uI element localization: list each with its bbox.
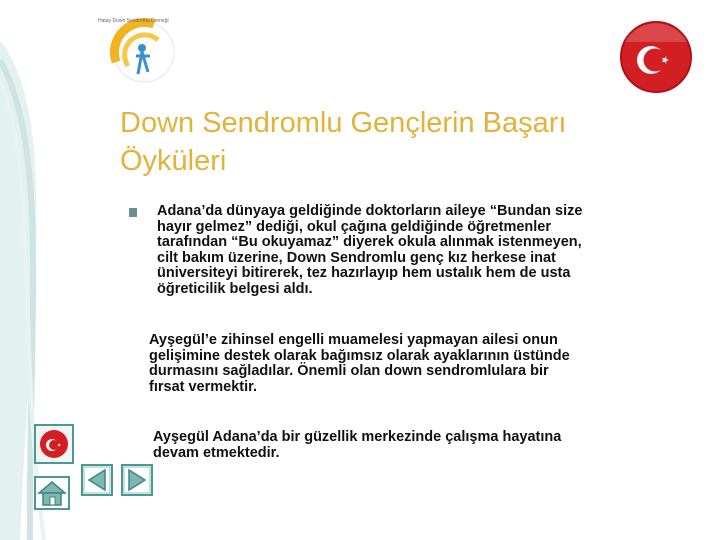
logo-text: Hatay Down Sendromu Derneği bbox=[98, 18, 169, 24]
p2-line: Ayşegül’e zihinsel engelli muamelesi yapmayan ailesi onun bbox=[149, 332, 558, 348]
bullet-square bbox=[129, 208, 137, 217]
p1-line: Adana’da dünyaya geldiğinde doktorların aileye “Bundan size bbox=[157, 203, 583, 219]
p1-line: cilt bakım üzerine, Down Sendromlu genç kız herkese inat bbox=[157, 249, 556, 266]
p1-line: üniversiteyi bitirerek, tez hazırlayıp hem ustalık hem de usta bbox=[157, 265, 571, 281]
forward-button[interactable] bbox=[121, 464, 153, 496]
association-logo-icon bbox=[92, 10, 190, 90]
paragraph-2 bbox=[149, 333, 570, 395]
paragraph-1 bbox=[157, 204, 582, 297]
title-line-1: Down Sendromlu Gençlerin Başarı bbox=[120, 107, 567, 139]
p3-line: devam etmektedir. bbox=[153, 444, 280, 461]
turkish-flag-icon bbox=[619, 20, 693, 94]
slide-title bbox=[120, 104, 700, 180]
p1-line: hayır gelmez” dediği, okul çağına geldiğinde öğretmenler bbox=[157, 218, 551, 235]
paragraph-3 bbox=[153, 430, 561, 461]
home-button[interactable] bbox=[34, 476, 70, 510]
p2-line: gelişimine destek olarak bağımsız olarak ayaklarının üstünde bbox=[149, 347, 570, 364]
p2-line: durmasını sağladılar. Önemli olan down sendromlulara bir bbox=[149, 363, 549, 379]
p1-line: öğreticilik belgesi aldı. bbox=[157, 280, 313, 297]
title-line-2: Öyküleri bbox=[120, 145, 227, 177]
p3-line: Ayşegül Adana’da bir güzellik merkezinde çalışma hayatına bbox=[153, 429, 562, 445]
p2-line: fırsat vermektir. bbox=[149, 378, 258, 395]
turkish-flag-small-icon[interactable] bbox=[34, 424, 74, 464]
back-button[interactable] bbox=[81, 464, 113, 496]
p1-line: tarafından “Bu okuyamaz” diyerek okula alınmak istenmeyen, bbox=[157, 234, 582, 250]
